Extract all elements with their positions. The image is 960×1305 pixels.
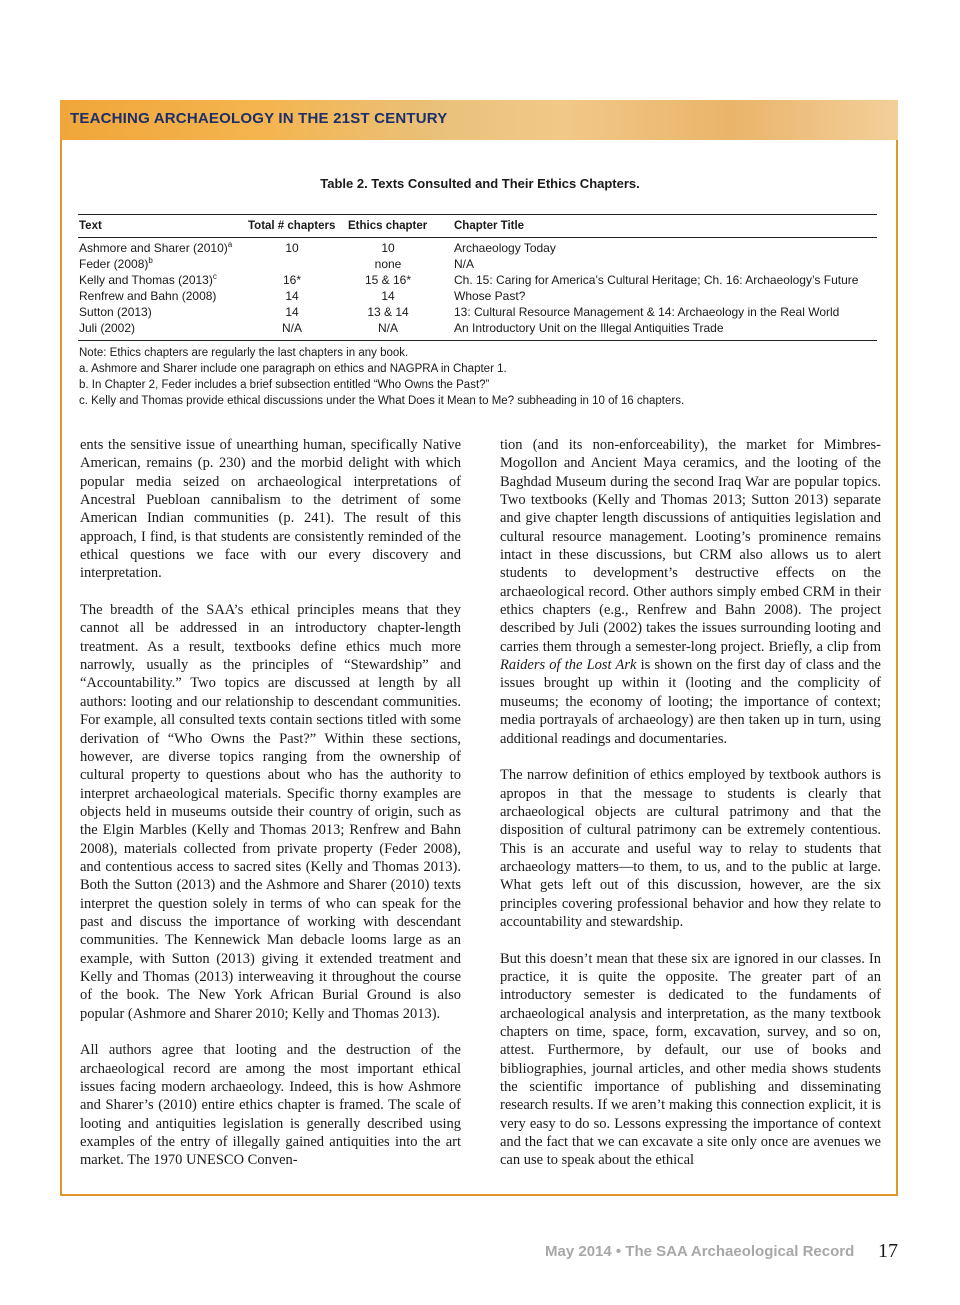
cell-text: Feder $(2008)^b$ <box>79 256 153 271</box>
table-body <box>78 238 877 341</box>
cell-ethics: 14 <box>381 289 395 303</box>
paragraph: But this doesn’t mean that these six are ignored in our classes. In practice, it is quite the opposite. The greater part of an introductory semester is dedicated to the fundaments of archaeological analysis and interpretation, as the many textbook chapters on time, space, form, excavation, survey, and so on, attest. Furthermore, by default, our use of books and bibliographies, journal articles, and other media shows students the scientific importance of publishing and disseminating research results. If we aren’t making this connection explicit, it is very easy to do so. Lessons expressing the importance of context and the fact that we can excavate a site only once are avenues we can use to speak about the ethical <box>500 950 881 1169</box>
paragraph: ents the sensitive issue of unearthing human, specifically Native American, remains (p. 230) and the morbid delight with which popular media seized on archaeological interpretations of Ancestral Puebloan cannibalism to the detriment of some American Indian communities (p. 241). The result of this approach, I find, is that students are consistently reminded of the ethical questions we face with our every discovery and interpretation. <box>80 437 461 582</box>
cell-total: 16* <box>282 273 302 287</box>
table-note: c. Kelly and Thomas provide ethical discussions under the What Does it Mean to Me? subheading in 10 of 16 chapters. <box>79 395 685 407</box>
table-row <box>78 288 877 304</box>
cell-ethics: 10 <box>381 241 395 255</box>
cell-text: Renfrew and Bahn (2008) <box>79 289 217 303</box>
section-title: TEACHING ARCHAEOLOGY IN THE 21ST CENTURY <box>70 110 448 127</box>
table-header-row <box>78 215 877 238</box>
paragraph: tion (and its non-enforceability), the market for Mimbres-Mogollon and Ancient Maya ceramics, and the looting of the Baghdad Museum during the second Iraq War are popular topics. Two textbooks (Kelly and Thomas 2013; Sutton 2013) separate and give chapter length discussions of antiquities legislation and cultural resource management. Looting’s prominence remains intact in these discussions, but CRM also allows us to alert students to development’s destructive effects on the archaeological record. Other authors simply embed CRM in their ethics chapters (e.g., Renfrew and Bahn 2008). The project described by Juli (2002) takes the issues surrounding looting and carries them through a semester-long project. Briefly, a clip from Raiders of the Lost Ark is shown on the first day of class and the issues brought up within it (looting and the complicity of museums; the economy of looting; the importance of context; media portrayals of archaeology) are then taken up in turn, using additional readings and documentaries. <box>500 437 881 747</box>
cell-text: Ashmore and Sharer $(2010)^a$ <box>79 240 233 255</box>
footnote-marker: c <box>212 272 217 281</box>
paragraph: All authors agree that looting and the destruction of the archaeological record are among the most important ethical issues facing modern archaeology. Indeed, this is how Ashmore and Sharer’s (2010) entire ethics chapter is framed. The scale of looting and antiquities legislation is generally described using examples of the entry of illegally gained antiquities into the art market. The 1970 UNESCO Conven- <box>80 1042 461 1169</box>
cell-total: 14 <box>285 305 299 319</box>
film-title: Raiders of the Lost Ark <box>500 657 637 674</box>
col-header-title: Chapter Title <box>454 220 525 232</box>
ethics-table <box>78 214 877 341</box>
table-row <box>78 256 877 272</box>
body-column-left <box>80 436 461 1188</box>
table-caption: Table 2. Texts Consulted and Their Ethics Chapters. <box>320 176 640 191</box>
table-row <box>78 272 877 288</box>
col-header-ethics: Ethics chapter <box>348 220 428 232</box>
cell-ethics: N/A <box>377 321 398 335</box>
cell-title: An Introductory Unit on the Illegal Antiquities Trade <box>454 321 724 335</box>
table-note: a. Ashmore and Sharer include one paragraph on ethics and NAGPRA in Chapter 1. <box>79 363 507 375</box>
cell-title: Archaeology Today <box>454 241 556 255</box>
cell-total: 10 <box>285 241 299 255</box>
footnote-marker: b <box>148 256 153 265</box>
cell-text: Juli (2002) <box>79 321 136 335</box>
footnote-marker: a <box>227 240 233 249</box>
cell-ethics: 13 & 14 <box>367 305 409 319</box>
cell-ethics: none <box>374 257 402 271</box>
cell-text: Sutton (2013) <box>79 305 152 319</box>
col-header-text: Text <box>79 220 102 232</box>
cell-text: Kelly and Thomas $(2013)^c$ <box>79 272 217 287</box>
table-row <box>78 320 877 336</box>
cell-title: Whose Past? <box>454 289 526 303</box>
table-row <box>78 304 877 320</box>
cell-title: N/A <box>454 257 475 271</box>
cell-ethics: 15 & 16* <box>364 273 412 287</box>
page-number: 17 <box>878 1240 898 1262</box>
running-footer: May 2014 • The SAA Archaeological Record <box>545 1243 855 1260</box>
col-header-total: Total # chapters <box>248 220 336 232</box>
table-note: b. In Chapter 2, Feder includes a brief subsection entitled “Who Owns the Past?” <box>79 379 490 391</box>
table-note: Note: Ethics chapters are regularly the last chapters in any book. <box>79 347 409 359</box>
cell-total: 14 <box>285 289 299 303</box>
table-notes <box>79 345 879 409</box>
paragraph: The breadth of the SAA’s ethical principles means that they cannot all be addressed in an introductory chapter-length treatment. As a result, textbooks define ethics much more narrowly, usually as the principles of “Stewardship” and “Accountability.” Two topics are discussed at length by all authors: looting and our relationship to descendant communities. For example, all consulted texts contain sections titled with some derivation of “Who Owns the Past?” Within these sections, however, are diverse topics ranging from the ownership of cultural property to questions about who has the authority to interpret archaeological materials. Specific thorny examples are objects held in museums outside their country of origin, such as the Elgin Marbles (Kelly and Thomas 2013; Renfrew and Bahn 2008), materials collected from private property (Feder 2008), and contentious access to sacred sites (Kelly and Thomas 2013). Both the Sutton (2013) and the Ashmore and Sharer (2010) texts interpret the question solely in terms of who can speak for the past and discuss the importance of working with descendant communities. The Kennewick Man debacle looms large as an example, with Sutton (2013) giving it extended treatment and Kelly and Thomas (2013) interweaving it throughout the course of the book. The New York African Burial Ground is also popular (Ashmore and Sharer 2010; Kelly and Thomas 2013). <box>80 602 461 1022</box>
paragraph: The narrow definition of ethics employed by textbook authors is apropos in that the message to students is clearly that archaeological objects are cultural patrimony and that the disposition of cultural patrimony can be extremely contentious. This is an accurate and useful way to relay to students that archaeology matters—to them, to us, and to the public at large. What gets left out of this discussion, however, are the six principles covering professional behavior and how they relate to accountability and stewardship. <box>500 767 881 930</box>
table-row <box>78 240 877 256</box>
cell-title: 13: Cultural Resource Management & 14: Archaeology in the Real World <box>454 305 840 319</box>
cell-title: Ch. 15: Caring for America’s Cultural Heritage; Ch. 16: Archaeology’s Future <box>454 273 859 287</box>
cell-total: N/A <box>281 321 302 335</box>
body-column-right <box>500 436 881 1188</box>
